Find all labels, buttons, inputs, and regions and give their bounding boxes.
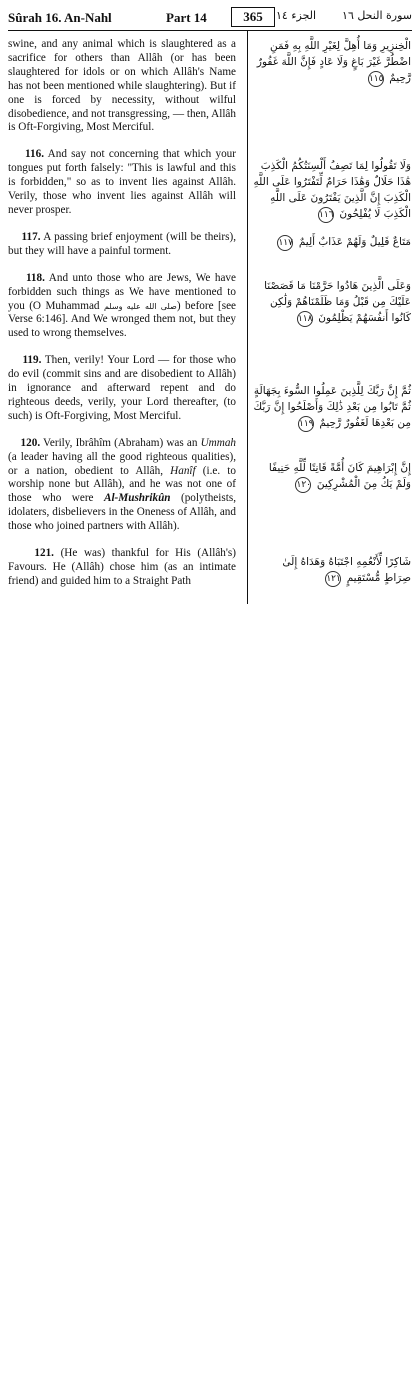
verse-120: 120. Verily, Ibrâhîm (Abraham) was an Ummah (a leader having all the good righteous qualities), or a nation, obedient to Allâh, Hanîf (i.e. to worship none but Allâh), and he was not one of those who were Al-Mushrikûn (polytheists, idolaters, disbelievers in the Oneness of Allâh, and those who joined partners with Allâh). [8,436,237,533]
english-column [8,38,236,589]
ayah-number-mark: ١١٦ [318,207,334,223]
arabic-verse-115: الْخِنزِيرِ وَمَا أُهِلَّ لِغَيْرِ اللَّهِ بِهِ فَمَنِ اضْطُرَّ غَيْرَ بَاغٍ وَلَا عَادٍ فَإِنَّ اللَّهَ غَفُورٌ رَّحِيمٌ ١١٥ [253,38,411,87]
verse-116: 116. And say not concerning that which your tongues put forth falsely: "This is lawful and this is forbidden," so as to invent lies against Allâh. Verily, those who invent lies against Allâh will never prosper. [8,148,236,216]
verse-number: 116. [25,148,44,161]
verse-117: 117. A passing brief enjoyment (will be theirs), but they will have a painful torment. [8,230,236,257]
verse-number: 119. [22,354,42,367]
ayah-number-mark: ١١٨ [297,311,313,327]
page-number: 365 [231,7,275,27]
arabic-verse-119: ثُمَّ إِنَّ رَبَّكَ لِلَّذِينَ عَمِلُوا السُّوءَ بِجَهَالَةٍ ثُمَّ تَابُوا مِن بَعْدِ ذَٰلِكَ وَأَصْلَحُوا إِنَّ رَبَّكَ مِن بَعْدِهَا لَغَفُورٌ رَّحِيمٌ ١١٩ [253,383,411,432]
surah-title-arabic: سورة النحل ١٦ [342,9,412,22]
arabic-verse-121: شَاكِرًا لِّأَنْعُمِهِ اجْتَبَاهُ وَهَدَاهُ إِلَىٰ صِرَاطٍ مُّسْتَقِيمٍ ١٢١ [253,554,411,587]
verse-121: 121. (He was) thankful for His (Allâh's) Favours. He (Allâh) chose him (as an intimate friend) and guided him to a Straight Path [8,547,237,587]
verse-115-continuation: swine, and any animal which is slaughtered as a sacrifice for others than Allâh (or has been slaughtered for idols or on which Allâh's Name has not been mentioned while slaughtering). But if one is forced by necessity, without wilful disobedience, and not transgressing, — then, Allâh is Oft-Forgiving, Most Merciful. [8,38,236,134]
ayah-number-mark: ١٢١ [325,571,341,587]
header-rule [8,30,412,31]
part-label: Part 14 [166,10,207,25]
juz-label-arabic: الجزء ١٤ [276,9,317,22]
verse-number: 117. [21,230,41,243]
arabic-verse-117: مَتَاعٌ قَلِيلٌ وَلَهُمْ عَذَابٌ أَلِيمٌ ١١٧ [253,234,411,251]
page-header [8,6,412,32]
arabic-verse-120: إِنَّ إِبْرَاهِيمَ كَانَ أُمَّةً قَانِتًا لِّلَّهِ حَنِيفًا وَلَمْ يَكُ مِنَ الْمُشْرِكِينَ ١٢٠ [253,460,411,493]
column-divider [247,31,248,604]
verse-118: 118. And unto those who are Jews, We have forbidden such things as We have mentioned to you (O Muhammad صلى الله عليه وسلم) before [see Verse 6:146]. And We wronged them not, but they used to wrong themselves. [8,271,237,340]
verse-number: 118. [25,271,45,284]
verse-number: 120. [20,436,41,449]
ayah-number-mark: ١١٥ [368,71,384,87]
arabic-verse-116: وَلَا تَقُولُوا لِمَا تَصِفُ أَلْسِنَتُكُمُ الْكَذِبَ هَٰذَا حَلَالٌ وَهَٰذَا حَرَامٌ لِّتَفْتَرُوا عَلَى اللَّهِ الْكَذِبَ إِنَّ الَّذِينَ يَفْتَرُونَ عَلَى اللَّهِ الْكَذِبَ لَا يُفْلِحُونَ ١١٦ [253,158,411,223]
ayah-number-mark: ١١٩ [298,416,314,432]
honorific: صلى الله عليه وسلم [103,301,177,311]
verse-119: 119. Then, verily! Your Lord — for those who do evil (commit sins and are disobedient to Allâh) in ignorance and afterward repent and do righteous deeds, verily, your Lord thereafter, (to such) is Oft-Forgiving, Most Merciful. [8,354,236,422]
verse-number: 121. [34,547,54,560]
surah-title: Sûrah 16. An-Nahl [8,10,112,25]
ayah-number-mark: ١٢٠ [295,477,311,493]
arabic-verse-118: وَعَلَى الَّذِينَ هَادُوا حَرَّمْنَا مَا قَصَصْنَا عَلَيْكَ مِن قَبْلُ وَمَا ظَلَمْنَاهُمْ وَلَٰكِن كَانُوا أَنفُسَهُمْ يَظْلِمُونَ ١١٨ [253,278,411,327]
ayah-number-mark: ١١٧ [277,235,293,251]
